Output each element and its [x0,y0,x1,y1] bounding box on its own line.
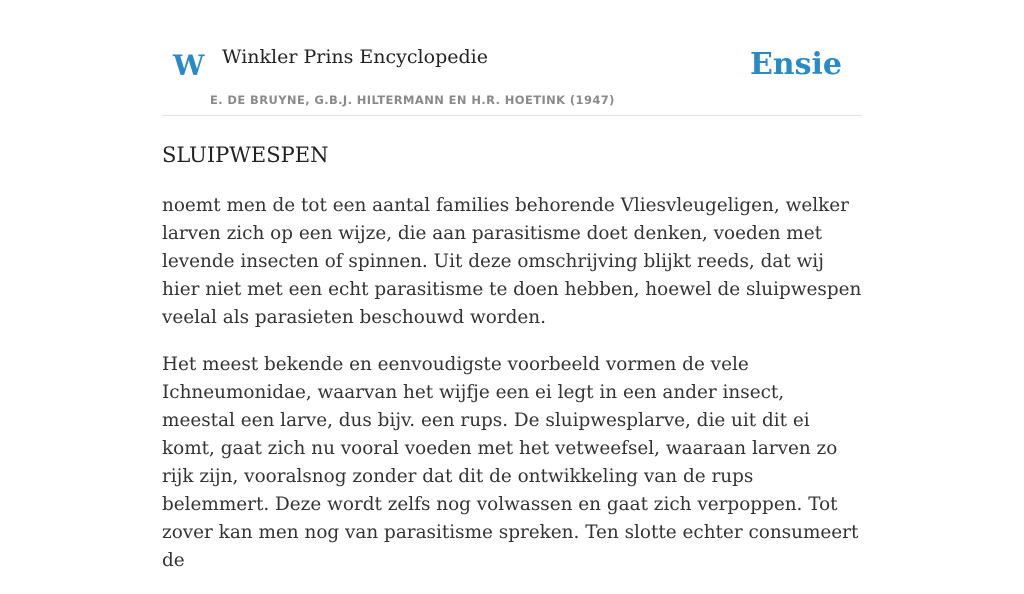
winkler-prins-logo[interactable]: W [173,49,205,82]
publication-title[interactable]: Winkler Prins Encyclopedie [222,46,488,68]
site-header [162,30,862,116]
article-paragraph: noemt men de tot een aantal families behorende Vliesvleugeligen, welker larven zich op een wijze, die aan parasitisme doet denken, voeden met levende insecten of spinnen. Uit deze omschrijving blijkt reeds, dat wij hier niet met een echt parasitisme te doen hebben, hoewel de sluipwespen veelal als parasieten beschouwd worden. [162,195,862,328]
article-paragraph: Het meest bekende en eenvoudigste voorbeeld vormen de vele Ichneumonidae, waarvan het wijfje een ei legt in een ander insect, meestal een larve, dus bijv. een rups. De sluipwesplarve, die uit dit ei komt, gaat zich nu vooral voeden met het vetweefsel, waaraan larven zo rijk zijn, vooralsnog zonder dat dit de ontwikkeling van de rups belemmert. Deze wordt zelfs nog volwassen en gaat zich verpoppen. Tot zover kan men nog van parasitisme spreken. Ten slotte echter consumeert de [162,354,859,571]
article [162,140,862,594]
ensie-logo[interactable]: Ensie [749,47,842,82]
article-title: SLUIPWESPEN [162,143,329,167]
publication-authors: E. DE BRUYNE, G.B.J. HILTERMANN EN H.R. HOETINK (1947) [210,93,615,107]
